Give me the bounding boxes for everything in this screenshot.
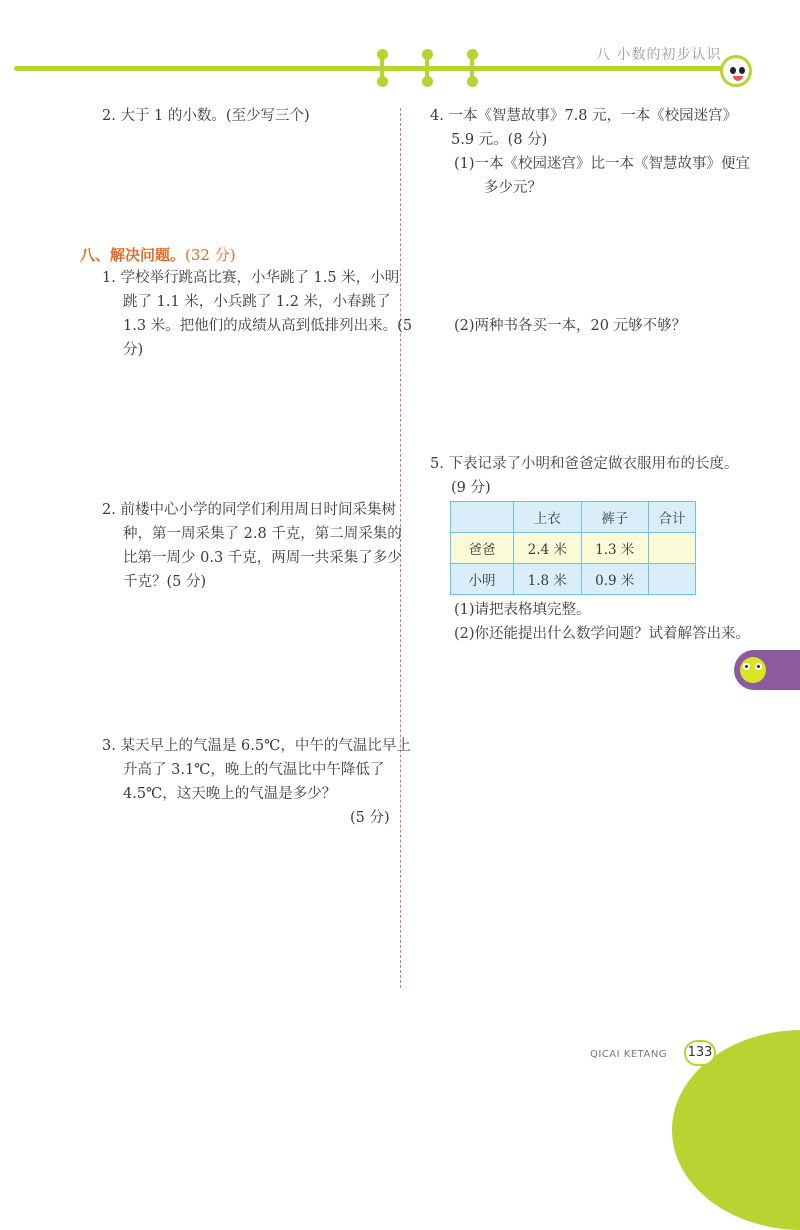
header-bead [467, 49, 478, 60]
table-cell: 2.4 米 [514, 533, 582, 564]
header-bead [422, 76, 433, 87]
side-tab [734, 650, 800, 690]
table-header-cell: 合计 [649, 502, 696, 533]
brand-label: QICAI KETANG [590, 1049, 668, 1060]
problem-5: 5. 下表记录了小明和爸爸定做衣服用布的长度。(9 分) [430, 456, 739, 496]
question-2-prompt: 2. 大于 1 的小数。(至少写三个) [102, 108, 310, 124]
table-cell-blank [649, 564, 696, 595]
page-number: 133 [684, 1040, 716, 1066]
table-row [451, 533, 696, 564]
table-cell-blank [649, 533, 696, 564]
section-points: (32 分) [185, 246, 236, 264]
table-cell: 爸爸 [451, 533, 514, 564]
frog-icon [740, 657, 766, 683]
problem-4-part-2: (2)两种书各买一本，20 元够不够？ [454, 318, 687, 334]
table-cell: 1.3 米 [581, 533, 649, 564]
problem-4-part-1: (1)一本《校园迷宫》比一本《智慧故事》便宜多少元？ [454, 156, 751, 196]
mascot-face-icon [720, 55, 752, 87]
section-title: 八、解决问题。 [80, 246, 186, 264]
header-rule [14, 66, 740, 71]
table-header-row [451, 502, 696, 533]
problem-5-part-2: (2)你还能提出什么数学问题？试着解答出来。 [454, 626, 751, 642]
table-header-cell [451, 502, 514, 533]
header-bead [422, 49, 433, 60]
header-bead [377, 49, 388, 60]
table-header-cell: 裤子 [581, 502, 649, 533]
problem-4: 4. 一本《智慧故事》7.8 元，一本《校园迷宫》5.9 元。(8 分) [430, 108, 738, 148]
table-cell: 0.9 米 [581, 564, 649, 595]
problem-1: 1. 学校举行跳高比赛，小华跳了 1.5 米，小明跳了 1.1 米，小兵跳了 1.2 米，小春跳了 1.3 米。把他们的成绩从高到低排列出来。(5 分) [102, 270, 413, 358]
header-bead [377, 76, 388, 87]
chapter-title: 八 小数的初步认识 [596, 47, 722, 63]
cloth-length-table [450, 501, 696, 595]
problem-3-points: (5 分) [350, 810, 390, 826]
header-bead [467, 76, 478, 87]
problem-5-part-1: (1)请把表格填完整。 [454, 602, 591, 618]
table-header-cell: 上衣 [514, 502, 582, 533]
problem-2: 2. 前楼中心小学的同学们利用周日时间采集树种，第一周采集了 2.8 千克，第二周采集的比第一周少 0.3 千克，两周一共采集了多少千克？(5 分) [102, 502, 402, 590]
table-cell: 小明 [451, 564, 514, 595]
table-row [451, 564, 696, 595]
table-cell: 1.8 米 [514, 564, 582, 595]
problem-3: 3. 某天早上的气温是 6.5℃，中午的气温比早上升高了 3.1℃，晚上的气温比中午降低了 4.5℃，这天晚上的气温是多少？ [102, 738, 411, 802]
section-heading [80, 244, 236, 265]
